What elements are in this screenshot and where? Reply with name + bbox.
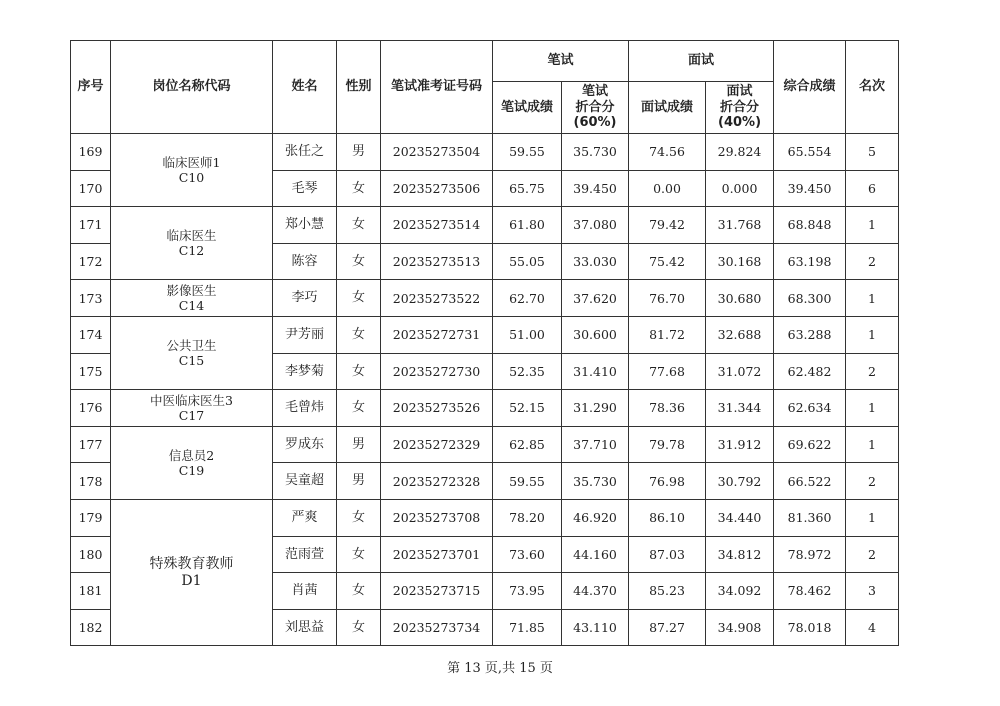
total-score-cell: 65.554 xyxy=(774,134,846,171)
interview-score-cell: 79.42 xyxy=(629,207,706,244)
rank-cell: 1 xyxy=(846,426,899,463)
written-converted-cell: 35.730 xyxy=(562,134,629,171)
interview-converted-cell: 31.912 xyxy=(706,426,774,463)
table-row xyxy=(71,134,899,171)
interview-converted-cell: 34.092 xyxy=(706,573,774,610)
seq-cell: 175 xyxy=(71,353,111,390)
written-score-cell: 65.75 xyxy=(493,170,562,207)
header-written-score: 笔试成绩 xyxy=(493,82,562,134)
position-cell: 临床医师1 C10 xyxy=(111,134,273,207)
total-score-cell: 66.522 xyxy=(774,463,846,500)
gender-cell: 女 xyxy=(337,353,381,390)
seq-cell: 180 xyxy=(71,536,111,573)
interview-score-cell: 0.00 xyxy=(629,170,706,207)
written-converted-cell: 31.410 xyxy=(562,353,629,390)
name-cell: 严爽 xyxy=(273,499,337,536)
interview-converted-cell: 29.824 xyxy=(706,134,774,171)
header-name: 姓名 xyxy=(273,41,337,134)
header-written-converted-line3: (60%) xyxy=(573,115,617,131)
gender-cell: 女 xyxy=(337,280,381,317)
total-score-cell: 63.198 xyxy=(774,243,846,280)
name-cell: 李梦菊 xyxy=(273,353,337,390)
interview-score-cell: 86.10 xyxy=(629,499,706,536)
rank-cell: 3 xyxy=(846,573,899,610)
written-converted-cell: 33.030 xyxy=(562,243,629,280)
total-score-cell: 78.972 xyxy=(774,536,846,573)
rank-cell: 1 xyxy=(846,390,899,427)
exam-no-cell: 20235272731 xyxy=(381,316,493,353)
name-cell: 陈容 xyxy=(273,243,337,280)
total-score-cell: 78.018 xyxy=(774,609,846,646)
gender-cell: 女 xyxy=(337,316,381,353)
interview-converted-cell: 31.072 xyxy=(706,353,774,390)
written-score-cell: 62.70 xyxy=(493,280,562,317)
seq-cell: 172 xyxy=(71,243,111,280)
written-converted-cell: 44.370 xyxy=(562,573,629,610)
name-cell: 张任之 xyxy=(273,134,337,171)
seq-cell: 179 xyxy=(71,499,111,536)
header-gender: 性别 xyxy=(337,41,381,134)
name-cell: 刘思益 xyxy=(273,609,337,646)
written-converted-cell: 43.110 xyxy=(562,609,629,646)
header-total: 综合成绩 xyxy=(774,41,846,134)
interview-converted-cell: 31.344 xyxy=(706,390,774,427)
written-score-cell: 62.85 xyxy=(493,426,562,463)
rank-cell: 2 xyxy=(846,353,899,390)
header-interview-score: 面试成绩 xyxy=(629,82,706,134)
seq-cell: 174 xyxy=(71,316,111,353)
position-cell: 特殊教育教师 D1 xyxy=(111,499,273,645)
interview-score-cell: 75.42 xyxy=(629,243,706,280)
gender-cell: 女 xyxy=(337,499,381,536)
header-interview-converted-line3: (40%) xyxy=(718,115,762,131)
table-row xyxy=(71,426,899,463)
exam-no-cell: 20235273506 xyxy=(381,170,493,207)
interview-score-cell: 87.27 xyxy=(629,609,706,646)
written-score-cell: 61.80 xyxy=(493,207,562,244)
position-cell: 公共卫生 C15 xyxy=(111,316,273,389)
header-written-group: 笔试 xyxy=(493,41,629,82)
gender-cell: 女 xyxy=(337,609,381,646)
exam-no-cell: 20235272730 xyxy=(381,353,493,390)
name-cell: 郑小慧 xyxy=(273,207,337,244)
name-cell: 李巧 xyxy=(273,280,337,317)
table-row xyxy=(71,207,899,244)
written-converted-cell: 37.080 xyxy=(562,207,629,244)
rank-cell: 2 xyxy=(846,243,899,280)
exam-no-cell: 20235273701 xyxy=(381,536,493,573)
gender-cell: 男 xyxy=(337,134,381,171)
name-cell: 毛曾炜 xyxy=(273,390,337,427)
seq-cell: 169 xyxy=(71,134,111,171)
written-converted-cell: 35.730 xyxy=(562,463,629,500)
written-converted-cell: 30.600 xyxy=(562,316,629,353)
name-cell: 肖茜 xyxy=(273,573,337,610)
name-cell: 罗成东 xyxy=(273,426,337,463)
interview-score-cell: 78.36 xyxy=(629,390,706,427)
written-score-cell: 73.60 xyxy=(493,536,562,573)
header-exam-no: 笔试准考证号码 xyxy=(381,41,493,134)
table-row xyxy=(71,316,899,353)
header-written-converted-line1: 笔试 xyxy=(582,84,609,100)
header-interview-converted xyxy=(706,82,774,134)
position-cell: 中医临床医生3 C17 xyxy=(111,390,273,427)
name-cell: 尹芳丽 xyxy=(273,316,337,353)
exam-no-cell: 20235273708 xyxy=(381,499,493,536)
written-score-cell: 73.95 xyxy=(493,573,562,610)
seq-cell: 177 xyxy=(71,426,111,463)
rank-cell: 2 xyxy=(846,536,899,573)
written-score-cell: 71.85 xyxy=(493,609,562,646)
name-cell: 范雨萱 xyxy=(273,536,337,573)
exam-no-cell: 20235273715 xyxy=(381,573,493,610)
gender-cell: 男 xyxy=(337,463,381,500)
header-interview-converted-line2: 折合分 xyxy=(720,99,760,115)
header-interview-group: 面试 xyxy=(629,41,774,82)
exam-no-cell: 20235273504 xyxy=(381,134,493,171)
written-score-cell: 78.20 xyxy=(493,499,562,536)
gender-cell: 女 xyxy=(337,170,381,207)
seq-cell: 171 xyxy=(71,207,111,244)
exam-no-cell: 20235273522 xyxy=(381,280,493,317)
interview-converted-cell: 31.768 xyxy=(706,207,774,244)
written-converted-cell: 37.710 xyxy=(562,426,629,463)
total-score-cell: 78.462 xyxy=(774,573,846,610)
interview-converted-cell: 30.680 xyxy=(706,280,774,317)
interview-score-cell: 85.23 xyxy=(629,573,706,610)
exam-no-cell: 20235272328 xyxy=(381,463,493,500)
exam-no-cell: 20235273734 xyxy=(381,609,493,646)
written-converted-cell: 37.620 xyxy=(562,280,629,317)
interview-converted-cell: 0.000 xyxy=(706,170,774,207)
gender-cell: 女 xyxy=(337,573,381,610)
exam-no-cell: 20235272329 xyxy=(381,426,493,463)
table-row xyxy=(71,280,899,317)
rank-cell: 1 xyxy=(846,207,899,244)
seq-cell: 178 xyxy=(71,463,111,500)
exam-no-cell: 20235273514 xyxy=(381,207,493,244)
written-score-cell: 55.05 xyxy=(493,243,562,280)
interview-score-cell: 79.78 xyxy=(629,426,706,463)
rank-cell: 2 xyxy=(846,463,899,500)
rank-cell: 1 xyxy=(846,280,899,317)
written-converted-cell: 44.160 xyxy=(562,536,629,573)
score-table xyxy=(70,40,899,646)
written-converted-cell: 46.920 xyxy=(562,499,629,536)
written-converted-cell: 39.450 xyxy=(562,170,629,207)
seq-cell: 181 xyxy=(71,573,111,610)
name-cell: 吴童超 xyxy=(273,463,337,500)
seq-cell: 170 xyxy=(71,170,111,207)
interview-converted-cell: 32.688 xyxy=(706,316,774,353)
gender-cell: 男 xyxy=(337,426,381,463)
written-score-cell: 51.00 xyxy=(493,316,562,353)
header-rank: 名次 xyxy=(846,41,899,134)
total-score-cell: 81.360 xyxy=(774,499,846,536)
gender-cell: 女 xyxy=(337,243,381,280)
interview-converted-cell: 34.440 xyxy=(706,499,774,536)
rank-cell: 4 xyxy=(846,609,899,646)
interview-converted-cell: 30.168 xyxy=(706,243,774,280)
rank-cell: 1 xyxy=(846,499,899,536)
interview-converted-cell: 30.792 xyxy=(706,463,774,500)
interview-converted-cell: 34.812 xyxy=(706,536,774,573)
written-score-cell: 52.15 xyxy=(493,390,562,427)
total-score-cell: 63.288 xyxy=(774,316,846,353)
exam-no-cell: 20235273526 xyxy=(381,390,493,427)
total-score-cell: 68.848 xyxy=(774,207,846,244)
gender-cell: 女 xyxy=(337,390,381,427)
header-seq: 序号 xyxy=(71,41,111,134)
header-interview-converted-line1: 面试 xyxy=(726,84,753,100)
table-row xyxy=(71,390,899,427)
interview-score-cell: 81.72 xyxy=(629,316,706,353)
header-written-converted xyxy=(562,82,629,134)
written-score-cell: 59.55 xyxy=(493,463,562,500)
table-row xyxy=(71,499,899,536)
gender-cell: 女 xyxy=(337,207,381,244)
position-cell: 影像医生 C14 xyxy=(111,280,273,317)
interview-converted-cell: 34.908 xyxy=(706,609,774,646)
position-cell: 信息员2 C19 xyxy=(111,426,273,499)
total-score-cell: 68.300 xyxy=(774,280,846,317)
total-score-cell: 62.634 xyxy=(774,390,846,427)
gender-cell: 女 xyxy=(337,536,381,573)
total-score-cell: 69.622 xyxy=(774,426,846,463)
interview-score-cell: 76.70 xyxy=(629,280,706,317)
exam-no-cell: 20235273513 xyxy=(381,243,493,280)
header-position: 岗位名称代码 xyxy=(111,41,273,134)
interview-score-cell: 74.56 xyxy=(629,134,706,171)
written-score-cell: 52.35 xyxy=(493,353,562,390)
name-cell: 毛琴 xyxy=(273,170,337,207)
seq-cell: 173 xyxy=(71,280,111,317)
interview-score-cell: 77.68 xyxy=(629,353,706,390)
rank-cell: 1 xyxy=(846,316,899,353)
interview-score-cell: 87.03 xyxy=(629,536,706,573)
rank-cell: 6 xyxy=(846,170,899,207)
rank-cell: 5 xyxy=(846,134,899,171)
total-score-cell: 62.482 xyxy=(774,353,846,390)
interview-score-cell: 76.98 xyxy=(629,463,706,500)
page-footer: 第 13 页,共 15 页 xyxy=(447,661,553,676)
seq-cell: 176 xyxy=(71,390,111,427)
position-cell: 临床医生 C12 xyxy=(111,207,273,280)
written-converted-cell: 31.290 xyxy=(562,390,629,427)
seq-cell: 182 xyxy=(71,609,111,646)
written-score-cell: 59.55 xyxy=(493,134,562,171)
header-written-converted-line2: 折合分 xyxy=(575,99,615,115)
total-score-cell: 39.450 xyxy=(774,170,846,207)
